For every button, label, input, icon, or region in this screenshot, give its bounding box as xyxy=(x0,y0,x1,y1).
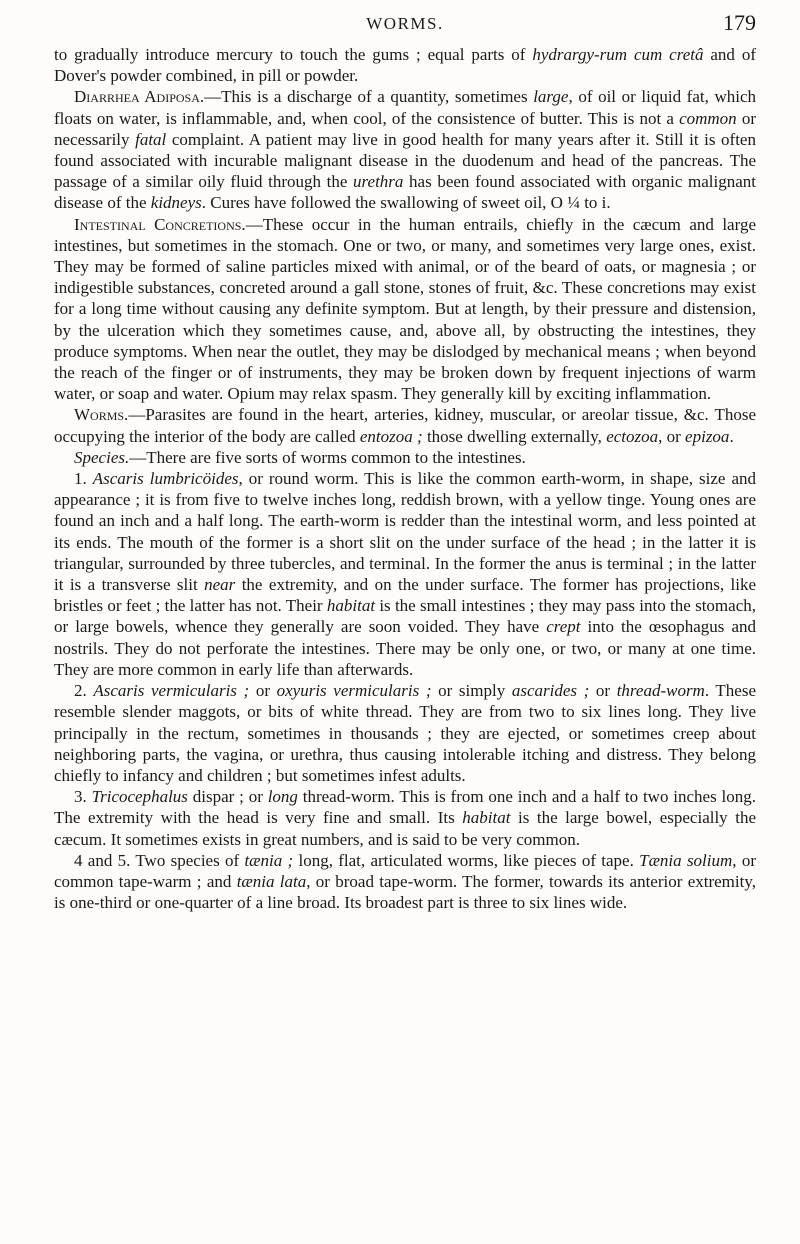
italic-run: Ascaris vermicularis ; xyxy=(93,681,250,701)
text-run: to gradually introduce mercury to touch the gums ; equal parts of xyxy=(54,45,533,64)
italic-run: oxyuris vermicularis ; xyxy=(276,681,432,701)
text-run: 1. xyxy=(74,469,93,489)
text-run: has been found associated with organic malignant disease of the xyxy=(54,172,756,213)
text-run: . Cures have followed the swallowing of sweet oil, O ¼ to i. xyxy=(201,193,611,213)
text-run: 4 and 5. Two species of xyxy=(74,850,245,870)
body-text xyxy=(54,44,756,913)
text-run: those dwelling externally, xyxy=(422,426,607,446)
section-heading: Intestinal Concretions. xyxy=(74,214,246,234)
italic-run: tænia lata xyxy=(236,871,307,891)
text-run: , or broad tape-worm. The former, towards its anterior extremity, is one-third or one-quarter of a line broad. Its broadest part is three to six lines wide. xyxy=(54,871,756,913)
italic-run: tænia ; xyxy=(244,850,294,870)
italic-run: ectozoa xyxy=(606,426,659,446)
text-run: —These occur in the human entrails, chiefly in the cæcum and large intestines, but sometimes in the stomach. One or two, or many, and sometimes very large ones, exist. They may be formed of saline particles mixed with animal, or of the beard of oats, or magnesia ; or indigestible substances, concreted around a gall stone, stones of fruit, &c. These concretions may exist for a long time without causing any definite symptom. But at length, by their pressure and distension, by the ulceration which they sometimes cause, and, above all, by obstructing the intestines, they produce symptoms. When near the outlet, they may be dislodged by mechanical means ; when beyond the reach of the finger or of instruments, they may be broken down by frequent injections of warm water, or soap and water. Opium may relax spasm. They generally kill by exciting inflammation. xyxy=(54,214,756,404)
italic-run: kidneys xyxy=(150,193,202,213)
italic-run: habitat xyxy=(326,596,376,616)
text-run: long, flat, articulated worms, like pieces of tape. xyxy=(293,850,640,870)
text-run: the extremity, and on the under surface. The former has projections, like bristles or feet ; the latter has not. Their xyxy=(54,575,757,616)
text-run: and of Dover's powder combined, in pill or powder. xyxy=(54,45,756,86)
paragraph xyxy=(54,680,756,786)
italic-run: Tænia solium xyxy=(639,850,733,870)
italic-run: entozoa ; xyxy=(359,426,423,446)
text-run: . xyxy=(729,426,734,446)
paragraph xyxy=(54,44,756,86)
text-run: or necessarily xyxy=(54,108,756,149)
paragraph xyxy=(54,86,756,213)
italic-run: fatal xyxy=(135,129,167,149)
text-run: , or xyxy=(658,426,686,446)
italic-run: ascarides ; xyxy=(511,681,590,701)
italic-run: epizoa xyxy=(685,426,730,446)
italic-run: urethra xyxy=(353,172,404,192)
italic-run: near xyxy=(204,575,236,595)
text-run: dispar ; or xyxy=(187,787,268,807)
text-run: or xyxy=(249,681,277,701)
text-run: . These resemble slender maggots, or bits of white thread. They are from two to six lines long. They live principally in the rectum, sometimes in thousands ; they are ejected, or sometimes creep about neighboring parts, the vagina, or urethra, thus causing intolerable itching and distress. They belong chiefly to infancy and children ; but sometimes infest adults. xyxy=(54,681,756,785)
paragraph xyxy=(54,404,756,446)
italic-run: long xyxy=(267,787,298,807)
paragraph xyxy=(54,214,756,405)
italic-run: Species. xyxy=(74,447,130,467)
text-run: or xyxy=(589,681,617,701)
running-title: WORMS. xyxy=(366,14,444,33)
page-number: 179 xyxy=(723,10,756,35)
text-run: into the œsophagus and nostrils. They do not perforate the intestines. There may be only one, or two, or many at one time. They are more common in early life than afterwards. xyxy=(54,617,756,679)
text-run: complaint. A patient may live in good health for many years after it. Still it is often found associated with incurable malignant disease in the duodenum and head of the pancreas. The passage of a similar oily fluid through the xyxy=(54,129,756,192)
text-run: is the large bowel, especially the cæcum. It sometimes exists in great numbers, and is said to be very common. xyxy=(54,808,756,849)
text-run: 3. xyxy=(74,787,92,807)
italic-run: common xyxy=(679,108,737,128)
italic-run: crept xyxy=(546,617,581,637)
italic-run: large xyxy=(533,87,569,107)
text-run: thread-worm. This is from one inch and a half to two inches long. The extremity with the head is very fine and small. Its xyxy=(54,787,757,828)
italic-run: thread-worm xyxy=(616,681,705,701)
italic-run: Tricocephalus xyxy=(91,787,188,807)
paragraph xyxy=(54,850,756,914)
text-run: , of oil or liquid fat, which floats on water, is inflammable, and, when cool, of the consistence of butter. This is not a xyxy=(54,87,757,128)
text-run: —Parasites are found in the heart, arteries, kidney, muscular, or areolar tissue, &c. Those occupying the interior of the body are called xyxy=(54,405,756,446)
paragraph xyxy=(54,447,756,468)
italic-run: Ascaris lumbricöides xyxy=(92,469,239,489)
paragraph xyxy=(54,468,756,680)
text-run: —There are five sorts of worms common to the intestines. xyxy=(129,447,526,467)
running-head xyxy=(54,10,756,44)
paragraph xyxy=(54,786,756,850)
text-run: or simply xyxy=(431,681,512,701)
italic-run: hydrargy-rum cum cretâ xyxy=(532,45,704,64)
text-run: , or round worm. This is like the common earth-worm, in shape, size and appearance ; it is from five to twelve inches long, reddish brown, with a yellow tinge. Young ones are found an inch and a half long. The earth-worm is redder than the intestinal worm, and less pointed at its ends. The mouth of the former is a short slit on the under surface of the head ; in the latter it is triangular, surrounded by three tubercles, and terminal. In the former the anus is terminal ; in the latter it is a transverse slit xyxy=(54,469,756,595)
section-heading: Diarrhea Adiposa. xyxy=(74,87,205,107)
italic-run: habitat xyxy=(462,808,511,828)
text-run: is the small intestines ; they may pass into the stomach, or large bowels, whence they generally are soon voided. They have xyxy=(54,596,756,637)
text-run: , or common tape-warm ; and xyxy=(54,850,756,891)
section-heading: Worms. xyxy=(74,405,129,425)
text-run: —This is a discharge of a quantity, sometimes xyxy=(204,87,534,107)
text-run: 2. xyxy=(74,681,94,701)
